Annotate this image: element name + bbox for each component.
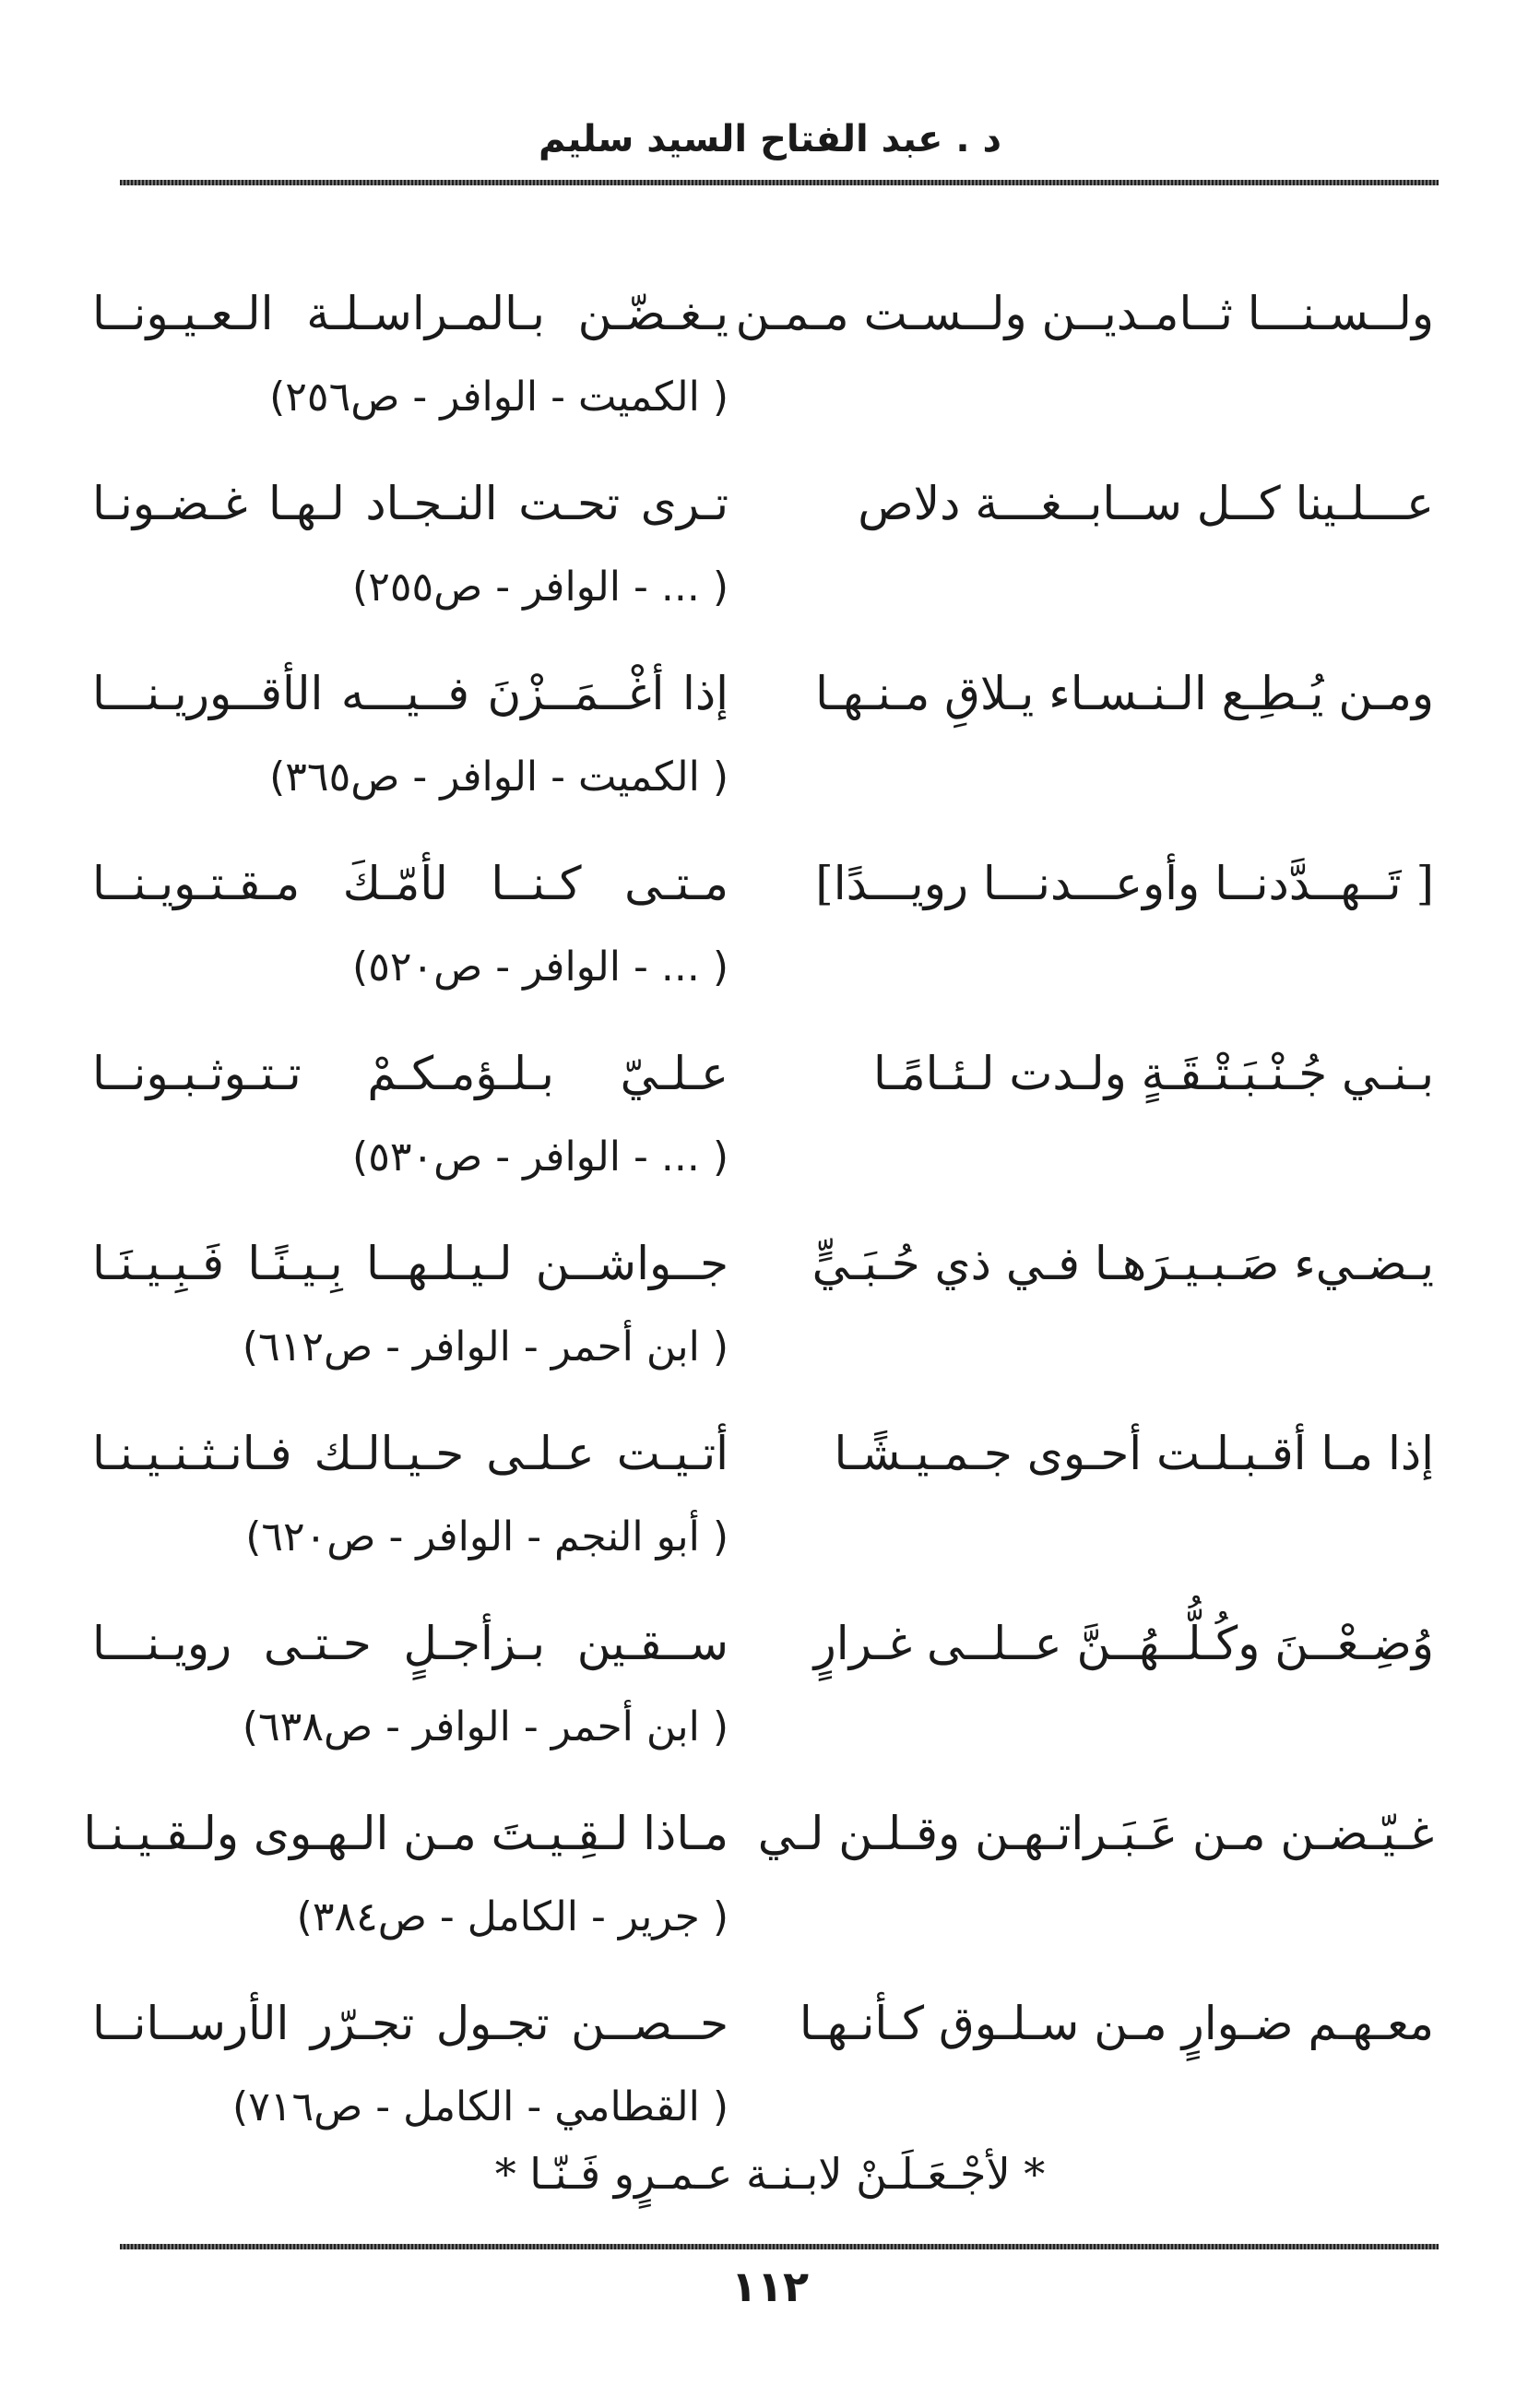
verse-second-hemistich: عـلـيّ بـلـؤمـكـمْ تـتـوثـبـونــا — [92, 1047, 729, 1100]
verse-first-hemistich: [ تَــهــدَّدنــا وأوعـــدنـــا رويـــدًا] — [815, 857, 1434, 910]
verse-citation: ( ... - الوافر - ص٥٢٠) — [352, 943, 729, 991]
verse — [0, 1607, 1540, 1797]
verse-citation: ( الكميت - الوافر - ص٣٦٥) — [269, 754, 729, 801]
verse-first-hemistich: ومـن يُـطِـع الـنـسـاء يـلاقِ مـنـهـا — [815, 667, 1434, 720]
verse-citation: ( القطامي - الكامل - ص٧١٦) — [232, 2083, 729, 2130]
verse-citation: ( ... - الوافر - ص٥٣٠) — [352, 1133, 729, 1181]
verse-second-hemistich: تـرى تحـت النـجـاد لـهـا غـضـونـا — [92, 477, 729, 530]
verse-footnote: * لأجْـعَـلَـنْ لابـنـة عـمـرٍو فَـنّـا * — [494, 2149, 1046, 2199]
verse-citation: ( ابن أحمر - الوافر - ص٦١٢) — [242, 1323, 729, 1371]
footer-rule — [120, 2244, 1439, 2249]
running-head: د . عبد الفتاح السيد سليم — [538, 118, 1002, 160]
verse-first-hemistich: ولــسـنـــا ثــامـديــن ولــسـت مـمـن — [735, 287, 1434, 340]
verse-list — [0, 277, 1540, 2177]
verse-first-hemistich: يـضـيء صَـبـيـرَهـا فـي ذي حُـبَـيٍّ — [811, 1237, 1434, 1290]
verse-second-hemistich: مـاذا لـقِـيـتَ مـن الـهـوى ولـقـيـنـا — [83, 1807, 729, 1860]
verse-second-hemistich: ســقـين بـزأجـلٍ حـتـى رويـنـــا — [92, 1617, 729, 1670]
verse — [0, 1797, 1540, 1987]
verse-second-hemistich: يـغـضّـن بـالمـراسـلـة الـعـيـونــا — [92, 287, 729, 340]
verse — [0, 847, 1540, 1037]
verse-first-hemistich: إذا مـا أقـبـلـت أحـوى جـمـيـشًـا — [834, 1427, 1434, 1480]
verse-second-hemistich: مـتـى كـنــا لأمّـكَ مـقـتـويـنــا — [92, 857, 729, 910]
verse-citation: ( الكميت - الوافر - ص٢٥٦) — [269, 374, 729, 421]
verse-citation: ( ابن أحمر - الوافر - ص٦٣٨) — [242, 1703, 729, 1750]
verse-second-hemistich: أتـيـت عـلـى حـيـالـك فـانـثـنـيـنـا — [92, 1427, 729, 1480]
verse-second-hemistich: إذا أغْــمَــزْنَ فــيـــه الأقــوريـنـــا — [92, 667, 729, 720]
verse-first-hemistich: معـهـم ضـوارٍ مـن سـلـوق كـأنـهـا — [799, 1997, 1434, 2050]
verse-first-hemistich: بـنـي جُـنْـبَـتْـقَـةٍ ولـدت لـئـامًـا — [872, 1047, 1434, 1100]
verse-second-hemistich: جــواشــن لـيـلـهــا بِـيـنًـا فَـبِـيـنَـا — [92, 1237, 729, 1290]
verse-first-hemistich: عـــلـينا كــل ســابــغـــة دلاص — [858, 477, 1434, 530]
verse-second-hemistich: حــصــن تجـول تجـرّر الأرســانــا — [92, 1997, 729, 2050]
header-rule — [120, 180, 1439, 185]
verse-citation: ( ... - الوافر - ص٢٥٥) — [352, 564, 729, 611]
verse — [0, 1227, 1540, 1417]
verse — [0, 277, 1540, 467]
verse-citation: ( أبو النجم - الوافر - ص٦٢٠) — [245, 1513, 729, 1560]
verse — [0, 657, 1540, 847]
verse-first-hemistich: غـيّـضـن مـن عَـبَـراتـهـن وقـلـن لـي — [757, 1807, 1434, 1860]
verse-first-hemistich: وُضِـعْــنَ وكُـلُّــهُــنَّ عــلــى غـرارٍ — [813, 1617, 1434, 1670]
verse-citation: ( جرير - الكامل - ص٣٨٤) — [296, 1893, 729, 1940]
verse — [0, 1417, 1540, 1607]
verse — [0, 1037, 1540, 1227]
page-number: ١١٢ — [730, 2261, 810, 2311]
verse — [0, 467, 1540, 657]
